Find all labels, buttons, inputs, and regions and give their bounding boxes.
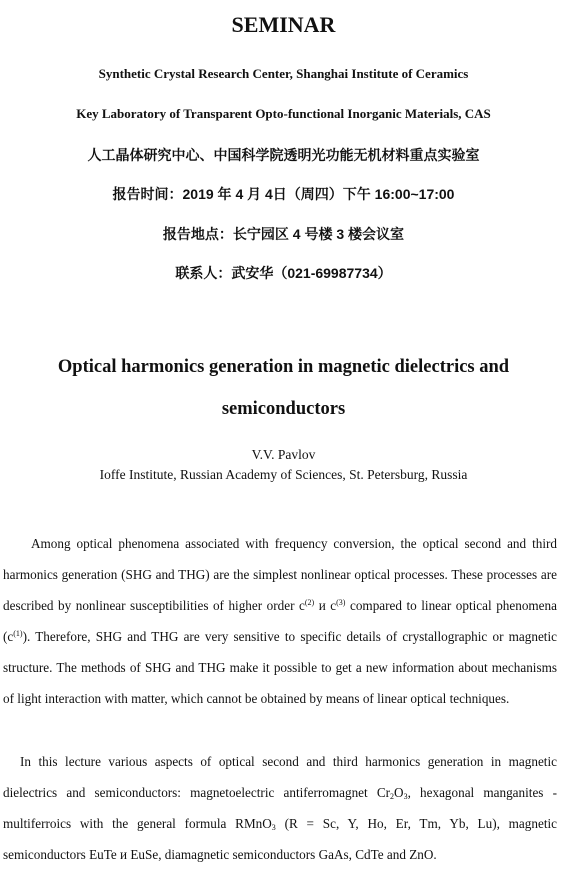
superscript: (2) bbox=[304, 598, 315, 607]
seminar-time: 报告时间：2019 年 4 月 4日（周四）下午 16:00~17:00 bbox=[112, 186, 455, 202]
host-center-name: Synthetic Crystal Research Center, Shanghai Institute of Ceramics bbox=[98, 66, 469, 81]
host-lab-name: Key Laboratory of Transparent Opto-functional Inorganic Materials, CAS bbox=[76, 106, 491, 121]
abstract-text: compared to linear optical phenomena (c bbox=[3, 598, 557, 644]
speaker-affiliation: Ioffe Institute, Russian Academy of Sciences, St. Petersburg, Russia bbox=[99, 467, 468, 482]
superscript: (3) bbox=[336, 598, 346, 607]
seminar-contact: 联系人：武安华（021-69987734） bbox=[175, 265, 392, 281]
abstract-paragraph-2 bbox=[3, 746, 557, 870]
abstract-text: Among optical phenomena associated with frequency conversion, the optical second and third harmonics generation (SHG and THG) are the simplest nonlinear optical processes. These processes are described by nonlinear susceptibilities of higher order c bbox=[3, 536, 557, 613]
abstract-paragraph-1 bbox=[3, 528, 557, 714]
speaker-name: V.V. Pavlov bbox=[251, 447, 316, 462]
host-org-chinese: 人工晶体研究中心、中国科学院透明光功能无机材料重点实验室 bbox=[87, 147, 480, 163]
superscript: (1) bbox=[13, 629, 23, 638]
abstract-text: и c bbox=[314, 598, 337, 613]
seminar-location: 报告地点：长宁园区 4 号楼 3 楼会议室 bbox=[162, 226, 405, 242]
talk-title-line-2: semiconductors bbox=[221, 399, 346, 419]
abstract-text: O bbox=[394, 785, 404, 800]
talk-title-line-1: Optical harmonics generation in magnetic dielectrics and bbox=[57, 357, 510, 377]
subscript: 2 bbox=[390, 792, 395, 801]
talk-title bbox=[0, 346, 567, 430]
abstract-text: In this lecture various aspects of optical second and third harmonics generation in magnetic dielectrics and semiconductors: magnetoelectric antiferromagnet Cr bbox=[3, 754, 557, 800]
seminar-heading: SEMINAR bbox=[231, 12, 336, 37]
abstract-text: , hexagonal manganites - multiferroics with the general formula RMnO bbox=[3, 785, 557, 831]
abstract-text: ). Therefore, SHG and THG are very sensitive to specific details of crystallographic or magnetic structure. The methods of SHG and THG make it possible to get a new information about mechanisms of light interaction with matter, which cannot be obtained by means of linear optical techniques. bbox=[3, 629, 557, 706]
abstract-text: (R = Sc, Y, Ho, Er, Tm, Yb, Lu), magnetic semiconductors EuTe и EuSe, diamagnetic semiconductors GaAs, CdTe and ZnO. bbox=[3, 816, 557, 862]
subscript: 3 bbox=[271, 823, 276, 832]
subscript: 3 bbox=[403, 792, 408, 801]
